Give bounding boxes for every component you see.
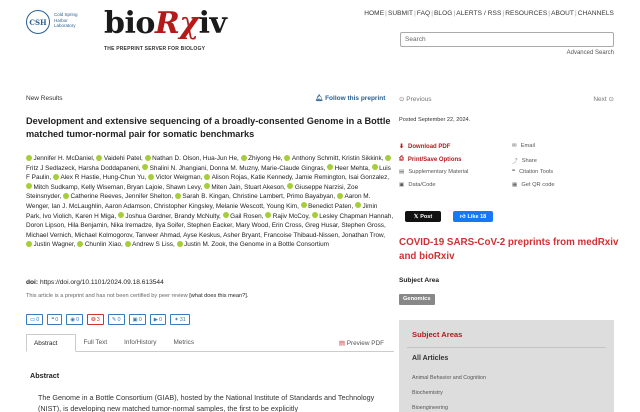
comment-icon: ▭ <box>30 316 36 323</box>
orcid-icon[interactable] <box>125 241 131 247</box>
author[interactable] <box>63 193 125 200</box>
author-name: Zhiyong He, <box>248 155 285 162</box>
author[interactable] <box>233 193 287 200</box>
author[interactable] <box>155 222 187 229</box>
author-name: Anthony Schmitt, <box>291 155 342 162</box>
metric-badge[interactable] <box>170 314 190 325</box>
nav-separator: | <box>414 10 416 17</box>
author-name: Alex R Hastie, <box>60 174 103 182</box>
orcid-icon[interactable] <box>312 212 318 218</box>
author[interactable] <box>287 184 347 191</box>
abstract-heading: Abstract <box>30 371 60 380</box>
author-name: Christine Lambert, <box>232 193 287 201</box>
orcid-icon[interactable] <box>372 164 378 170</box>
nav-item-resources[interactable]: RESOURCES <box>505 10 548 17</box>
logo-prefix: bio <box>104 6 155 41</box>
author-name: Jimin Park, <box>26 202 378 220</box>
author[interactable] <box>265 213 311 220</box>
subject-areas-heading: Subject Areas <box>412 330 463 339</box>
next-label: Next <box>593 96 607 103</box>
subject-pill[interactable]: Genomics <box>399 294 435 305</box>
author-name: Jennifer H. McDaniel, <box>33 155 97 162</box>
author-name: Shalini N. Jhangiani, <box>149 164 210 172</box>
nav-item-about[interactable]: ABOUT <box>551 10 574 17</box>
author[interactable] <box>312 213 393 220</box>
author-name: Erin Cross, <box>271 222 306 230</box>
author[interactable] <box>53 174 103 181</box>
author-name: Young Kim, <box>266 202 301 210</box>
author-name: Nathan D. Olson, <box>152 155 203 162</box>
print-icon: ⎙ <box>399 156 404 162</box>
tab-abstract[interactable]: Abstract <box>26 334 76 352</box>
author[interactable] <box>241 155 285 162</box>
author[interactable] <box>26 241 77 248</box>
subject-item[interactable]: Bioengineering <box>412 405 448 411</box>
author-name: Gail Rosen, <box>230 212 266 220</box>
author-name: Fritz J Sedlazeck, <box>26 164 79 172</box>
author-name: Sarah B. Kingan, <box>182 193 233 201</box>
author[interactable] <box>43 213 76 220</box>
author-name: Shawn Levy, <box>165 183 204 191</box>
action-supplementary-material[interactable] <box>399 169 468 175</box>
author[interactable] <box>223 213 266 220</box>
orcid-icon[interactable] <box>284 155 290 161</box>
metric-badge[interactable] <box>129 314 146 325</box>
chevron-right-icon: ⊙ <box>608 96 614 103</box>
author[interactable] <box>26 184 81 191</box>
orcid-icon[interactable] <box>26 241 32 247</box>
orcid-icon[interactable] <box>118 212 124 218</box>
author[interactable] <box>272 222 305 229</box>
blog-icon: ✎ <box>111 316 117 323</box>
data-icon: ▣ <box>399 182 405 188</box>
action-label: Data/Code <box>408 182 436 188</box>
author-name: Lesley Chapman Hannah, <box>319 212 394 220</box>
x-post-button[interactable] <box>405 211 441 222</box>
author-name: Luis F Paulin, <box>26 164 391 182</box>
badge-count: 31 <box>179 316 186 323</box>
follow-label: Follow this preprint <box>325 95 386 102</box>
author[interactable] <box>145 155 203 162</box>
post-label: Post <box>420 213 433 220</box>
author[interactable] <box>187 222 236 229</box>
author-name: Donna M. Muzny, <box>209 164 262 172</box>
badge-count: 0 <box>138 316 142 323</box>
author-name: Karen H Miga, <box>75 212 118 220</box>
author-name: Greg Husar, <box>305 222 342 230</box>
author[interactable] <box>223 232 264 239</box>
reddit-icon: ◉ <box>70 316 76 323</box>
author[interactable] <box>26 232 75 239</box>
action-email[interactable] <box>512 143 535 149</box>
nav-separator: | <box>575 10 577 17</box>
author-name: Ayse Keskus, <box>183 231 224 239</box>
doi-line <box>26 279 164 286</box>
author-name: Ian J. McLaughlin, <box>51 202 105 210</box>
author-name: Ivo Violich, <box>42 212 76 220</box>
video-icon: ▶ <box>153 316 159 323</box>
author-name: Joshua Gardner, <box>125 212 175 220</box>
author-name: Mitch Sudkamp, <box>33 183 82 191</box>
author-name: Christopher Kingsley, <box>153 202 216 210</box>
action-get-qr-code[interactable] <box>512 182 555 188</box>
previous-label: Previous <box>406 96 432 103</box>
all-articles-link[interactable]: All Articles <box>412 355 449 362</box>
article-tabs <box>26 334 394 352</box>
nav-item-blog[interactable]: BLOG <box>434 10 453 17</box>
author-name: Marie-Claude Gingras, <box>261 164 328 172</box>
email-icon: ✉ <box>512 143 517 149</box>
author-name: Alison Rojas, <box>211 174 251 182</box>
logo-suffix: iv <box>198 6 227 41</box>
action-download-pdf[interactable] <box>399 143 450 150</box>
author-name: Stuart Akeson, <box>244 183 288 191</box>
nav-separator: | <box>385 10 387 17</box>
author[interactable] <box>75 232 136 239</box>
abstract-text: The Genome in a Bottle Consortium (GIAB), hosted by the National Institute of Standards and Technology (NIST), is developing new matched tumor-normal samples, the first to be explicitly <box>38 393 375 412</box>
pdf-icon: ⬇ <box>399 144 405 150</box>
divider <box>407 347 606 348</box>
action-print-save-options[interactable] <box>399 156 462 163</box>
badge-count: 3 <box>96 316 100 323</box>
author-name: Melanie Wescott, <box>215 202 267 210</box>
author[interactable] <box>148 174 204 181</box>
metric-badge[interactable] <box>66 314 83 325</box>
follow-preprint-button[interactable] <box>315 94 385 102</box>
author-name: Giuseppe Narzisi, <box>294 183 348 191</box>
orcid-icon[interactable] <box>337 193 343 199</box>
next-link[interactable] <box>593 95 614 103</box>
author[interactable] <box>75 213 118 220</box>
nav-separator: | <box>502 10 505 17</box>
author-name: Jonathan Trow, <box>341 231 386 239</box>
qr-icon: ▦ <box>512 182 518 188</box>
action-label: Print/Save Options <box>407 156 462 163</box>
author[interactable] <box>341 222 385 229</box>
orcid-icon[interactable] <box>287 183 293 189</box>
author[interactable] <box>305 222 341 229</box>
metric-badge[interactable] <box>26 314 43 325</box>
orcid-icon[interactable] <box>148 174 154 180</box>
orcid-icon[interactable] <box>265 212 271 218</box>
orcid-icon[interactable] <box>204 174 210 180</box>
author-name: Ilya Soifer, <box>155 222 187 230</box>
author-name: Miten Jain, <box>211 183 245 191</box>
orcid-icon[interactable] <box>63 193 69 199</box>
author-list <box>26 154 394 250</box>
author[interactable] <box>26 155 96 162</box>
nav-item-alerts-rss[interactable]: ALERTS / RSS <box>456 10 502 17</box>
posted-date: Posted September 22, 2024. <box>399 117 471 123</box>
advanced-search-link[interactable]: Advanced Search <box>566 50 614 56</box>
author-name: Primo Bayabyan, <box>286 193 337 201</box>
badge-count: 0 <box>159 316 163 323</box>
orcid-icon[interactable] <box>355 202 361 208</box>
author-name: Heer Mehta, <box>334 164 372 172</box>
doi-link[interactable]: https://doi.org/10.1101/2024.09.18.613544 <box>39 279 164 286</box>
orcid-icon[interactable] <box>175 193 181 199</box>
badge-count: 0 <box>36 316 40 323</box>
metric-badge[interactable] <box>108 314 125 325</box>
author-name: Isai Gonzalez, <box>348 174 390 182</box>
author[interactable] <box>210 165 261 172</box>
author-name: Jamie Remington, <box>295 174 349 182</box>
orcid-icon[interactable] <box>26 183 32 189</box>
biorxiv-logo[interactable] <box>104 6 227 41</box>
csh-seal: CSH <box>26 10 50 34</box>
preview-pdf-label: Preview PDF <box>346 340 384 347</box>
action-label: Email <box>520 143 535 149</box>
chat-icon: ❝ <box>51 316 55 323</box>
metrics-badges <box>26 314 190 325</box>
author-name: Catherine Reeves, <box>70 193 126 201</box>
action-label: Download PDF <box>408 143 451 150</box>
action-label: Share <box>521 157 537 164</box>
action-data-code[interactable] <box>399 182 436 188</box>
author-name: Francoise Thibaud-Nissen, <box>263 231 342 239</box>
subject-item[interactable]: Animal Behavior and Cognition <box>412 375 487 381</box>
twitter-icon: ✦ <box>174 316 179 323</box>
author-name: Aaron M. Wenger, <box>26 193 371 210</box>
metric-badge[interactable] <box>47 314 62 325</box>
badge-count: 0 <box>55 316 59 323</box>
top-nav <box>364 10 614 17</box>
tab-preview-pdf[interactable] <box>332 334 394 352</box>
consortium-name: the Genome in a Bottle Consortium <box>229 241 329 249</box>
peer-review-icon: ▣ <box>132 316 138 323</box>
author[interactable] <box>284 155 342 162</box>
nav-item-home[interactable]: HOME <box>364 10 385 17</box>
author[interactable] <box>175 193 233 200</box>
author[interactable] <box>295 174 348 181</box>
author-name: Michael Kolmogorov, <box>74 231 136 239</box>
peer-review-note <box>26 293 248 299</box>
x-icon: 𝕏 <box>413 213 419 220</box>
author-name: Justin Wagner, <box>33 241 78 249</box>
orcid-icon[interactable] <box>223 212 229 218</box>
author[interactable] <box>125 241 177 248</box>
orcid-icon[interactable] <box>385 155 391 161</box>
author-name: Nika Iremadze, <box>110 222 156 230</box>
author[interactable] <box>236 222 272 229</box>
author-name: Jennifer Shelton, <box>125 193 175 201</box>
author[interactable] <box>81 184 127 191</box>
author-name: Chunlin Xiao, <box>84 241 125 249</box>
author-name: Rajiv McCoy, <box>272 212 312 220</box>
orcid-icon[interactable] <box>241 155 247 161</box>
author-name: Benedict Paten, <box>308 202 356 210</box>
altmetric-icon: ❂ <box>91 316 96 323</box>
author[interactable] <box>78 165 142 172</box>
author[interactable] <box>301 203 355 210</box>
author-name: Hua-Jun He, <box>202 155 241 162</box>
pdf-icon: ▤ <box>338 340 345 347</box>
author-name: Doron Lipson, <box>26 222 68 230</box>
subject-area-label: Subject Area <box>399 277 440 284</box>
author[interactable] <box>216 203 267 210</box>
author[interactable] <box>261 165 327 172</box>
author[interactable] <box>203 155 241 162</box>
author[interactable] <box>342 232 385 239</box>
author-name: Stephen Eacker, <box>186 222 236 230</box>
author-name: Zoe Steinsnyder, <box>26 183 359 201</box>
author[interactable] <box>103 174 148 181</box>
nav-item-channels[interactable]: CHANNELS <box>577 10 614 17</box>
nav-item-submit[interactable]: SUBMIT <box>387 10 414 17</box>
author-name: Vaidehi Patel, <box>103 155 145 162</box>
doi-label: doi: <box>26 279 39 286</box>
author-name: Asher Bryant, <box>223 231 264 239</box>
author-name: Hila Benjamin, <box>67 222 111 230</box>
author[interactable] <box>68 222 111 229</box>
article-title: Development and extensive sequencing of a broadly-consented Genome in a Bottle matched tumor-normal pair for somatic benchmarks <box>26 116 391 139</box>
orcid-icon[interactable] <box>177 241 183 247</box>
action-share[interactable] <box>512 156 537 165</box>
what-does-this-mean-link[interactable]: [what does this mean?]. <box>189 293 249 299</box>
author-name: Harsha Doddapaneni, <box>78 164 143 172</box>
nav-separator: | <box>548 10 551 17</box>
badge-count: 0 <box>76 316 80 323</box>
author-name: Aaron Adamson, <box>104 202 154 210</box>
bell-icon: 🔔︎ <box>315 95 324 102</box>
author[interactable] <box>136 232 184 239</box>
orcid-icon[interactable] <box>142 164 148 170</box>
note-text: This article is a preprint and has not been certified by peer review <box>26 293 188 299</box>
subject-areas-panel <box>399 320 614 412</box>
action-label: Supplementary Material <box>408 169 469 175</box>
author-name: Mary Wood, <box>235 222 272 230</box>
author-name: Michael Vernich, <box>26 231 75 239</box>
metric-badge[interactable] <box>150 314 166 325</box>
author[interactable] <box>174 213 222 220</box>
author[interactable] <box>111 222 156 229</box>
author-name: Hung-Chun Yu, <box>102 174 149 182</box>
author[interactable] <box>77 241 124 248</box>
orcid-icon[interactable] <box>53 174 59 180</box>
orcid-icon[interactable] <box>77 241 83 247</box>
author[interactable] <box>266 203 300 210</box>
author[interactable] <box>204 174 251 181</box>
thumbs-up-icon: 👍︎ <box>459 213 466 220</box>
author-name: Bryan Lajoie, <box>126 183 166 191</box>
supplement-icon: ▤ <box>399 169 405 175</box>
author[interactable] <box>26 222 68 229</box>
nav-item-faq[interactable]: FAQ <box>416 10 431 17</box>
csh-logo[interactable] <box>26 9 86 39</box>
author[interactable] <box>264 232 342 239</box>
author-name: Brandy McNulty, <box>174 212 223 220</box>
author[interactable] <box>251 174 296 181</box>
orcid-icon[interactable] <box>301 202 307 208</box>
author[interactable] <box>349 174 390 181</box>
author-name: Andrew S Liss, <box>132 241 177 249</box>
tab-info-history[interactable]: Info/History <box>124 339 157 346</box>
author[interactable] <box>204 184 244 191</box>
author-name: Victor Weigman, <box>155 174 205 182</box>
author-name: Kristin Sikkink, <box>341 155 386 162</box>
orcid-icon[interactable] <box>26 155 32 161</box>
orcid-icon[interactable] <box>145 155 151 161</box>
orcid-icon[interactable] <box>96 155 102 161</box>
orcid-icon[interactable] <box>204 183 210 189</box>
covid-link[interactable]: COVID-19 SARS-CoV-2 preprints from medRxiv and bioRxiv <box>399 237 619 262</box>
author[interactable] <box>51 203 104 210</box>
logo-rx: Rχ <box>154 6 199 41</box>
share-icon: ⤴ <box>512 159 518 165</box>
subject-item[interactable]: Biochemistry <box>412 390 443 396</box>
author[interactable] <box>177 241 230 248</box>
author-name: Stephen Gross, <box>341 222 386 230</box>
action-label: Get QR code <box>521 182 555 188</box>
nav-separator: | <box>453 10 456 17</box>
like-label: Like 18 <box>467 213 487 220</box>
section-label: New Results <box>26 95 63 102</box>
author-name: Kelly Wiseman, <box>81 183 127 191</box>
author[interactable] <box>125 193 175 200</box>
csh-text: Cold Spring Harbor Laboratory <box>54 12 78 28</box>
author-name: Tanveer Ahmad, <box>135 231 184 239</box>
chevron-left-icon: ⊙ <box>399 96 405 103</box>
metric-badge[interactable] <box>87 314 104 325</box>
author[interactable] <box>154 203 216 210</box>
author[interactable] <box>166 184 204 191</box>
citation-icon: ❝ <box>512 169 516 175</box>
author[interactable] <box>327 165 371 172</box>
author[interactable] <box>105 203 154 210</box>
orcid-icon[interactable] <box>327 164 333 170</box>
author[interactable] <box>244 184 287 191</box>
nav-separator: | <box>431 10 433 17</box>
badge-count: 0 <box>117 316 121 323</box>
author[interactable] <box>127 184 166 191</box>
action-label: Citation Tools <box>519 169 554 175</box>
author[interactable] <box>183 232 223 239</box>
author[interactable] <box>342 155 385 162</box>
author[interactable] <box>287 193 337 200</box>
author-name: Katie Kennedy, <box>250 174 296 182</box>
facebook-like-button[interactable] <box>453 211 493 222</box>
tab-metrics[interactable]: Metrics <box>173 339 195 346</box>
tab-full-text[interactable]: Full Text <box>83 339 108 346</box>
tagline: THE PREPRINT SERVER FOR BIOLOGY <box>104 46 206 52</box>
author[interactable] <box>96 155 144 162</box>
previous-link[interactable] <box>399 95 432 103</box>
author[interactable] <box>118 213 175 220</box>
author[interactable] <box>142 165 210 172</box>
search-input[interactable]: Search <box>400 32 614 47</box>
author-name: Justin M. Zook, <box>184 241 230 249</box>
action-citation-tools[interactable] <box>512 169 553 175</box>
